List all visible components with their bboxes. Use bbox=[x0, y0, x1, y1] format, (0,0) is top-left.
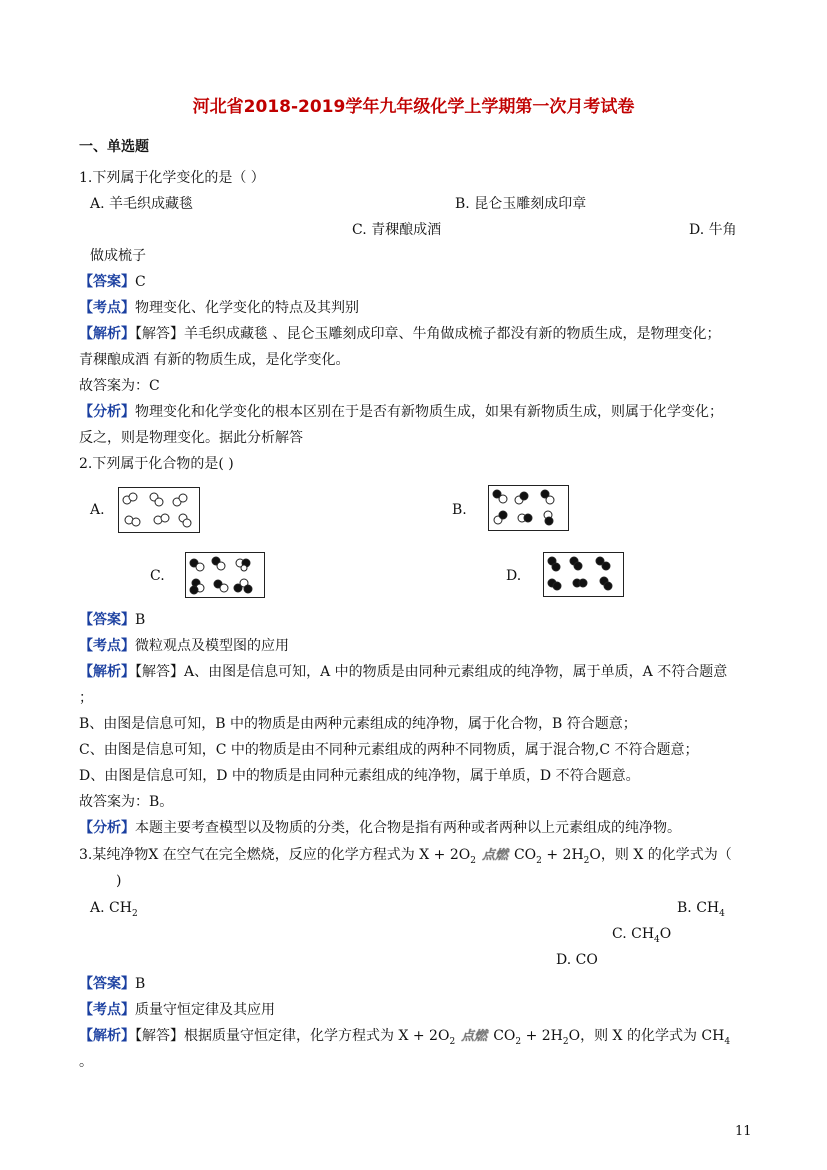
q3-analysis-end: 。 bbox=[79, 1054, 93, 1070]
q2-model-c bbox=[185, 552, 265, 598]
molecule-model-b-icon bbox=[489, 486, 568, 530]
q3-option-c bbox=[612, 924, 671, 950]
q2-option-a-label: A. bbox=[90, 502, 105, 518]
q2-option-d-label: D. bbox=[506, 568, 522, 584]
q1-analysis-line-1 bbox=[79, 324, 720, 344]
q3-option-d: D. CO bbox=[556, 952, 598, 968]
q2-model-b bbox=[488, 485, 569, 531]
analysis-tag: 【解析】 bbox=[79, 664, 135, 680]
q3-answer-line bbox=[79, 974, 145, 994]
q2-analysis-2: B、由图是信息可知，B 中的物质是由两种元素组成的纯净物，属于化合物，B 符合题意； bbox=[79, 716, 637, 732]
q1-option-d-continued: 做成梳子 bbox=[90, 248, 146, 264]
q3-option-a-sub: 2 bbox=[131, 908, 138, 919]
q2-analysis-3: C、由图是信息可知，C 中的物质是由不同种元素组成的两种不同物质，属于混合物,C 不符合题意； bbox=[79, 742, 699, 758]
molecule-model-a-icon bbox=[119, 488, 199, 532]
q3-stem-h: + 2H bbox=[541, 847, 584, 863]
q2-point-line bbox=[79, 636, 289, 656]
page-number: 11 bbox=[735, 1124, 752, 1139]
summary-tag: 【分析】 bbox=[79, 404, 135, 420]
summary-tag: 【分析】 bbox=[79, 820, 135, 836]
point-tag: 【考点】 bbox=[79, 638, 135, 654]
q2-analysis-1: 【解答】A、由图是信息可知，A 中的物质是由同种元素组成的纯净物，属于单质，A 不符合题意 bbox=[135, 664, 728, 680]
answer-tag: 【答案】 bbox=[79, 274, 135, 290]
q1-option-c: C. 青稞酿成酒 bbox=[352, 222, 442, 238]
q2-summary: 本题主要考查模型以及物质的分类，化合物是指有两种或者两种以上元素组成的纯净物。 bbox=[135, 820, 681, 836]
q2-answer: B bbox=[135, 612, 146, 628]
q1-answer: C bbox=[135, 274, 146, 290]
point-tag: 【考点】 bbox=[79, 300, 135, 316]
q2-final: 故答案为：B。 bbox=[79, 794, 174, 810]
q3-answer: B bbox=[135, 976, 146, 992]
molecule-model-c-icon bbox=[186, 553, 264, 597]
q2-point: 微粒观点及模型图的应用 bbox=[135, 638, 289, 654]
q1-summary-line-1 bbox=[79, 402, 723, 422]
q1-option-b: B. 昆仑玉雕刻成印章 bbox=[455, 196, 587, 212]
q1-final: 故答案为：C bbox=[79, 378, 160, 394]
answer-tag: 【答案】 bbox=[79, 976, 135, 992]
q3-stem-post: O，则 X 的化学式为（ bbox=[589, 847, 732, 863]
q3-option-a-text: A. CH bbox=[90, 900, 132, 916]
q3-option-b-sub: 4 bbox=[719, 908, 725, 919]
q3-point-line bbox=[79, 1000, 275, 1020]
q1-point: 物理变化、化学变化的特点及其判别 bbox=[135, 300, 359, 316]
q3-option-c-text: C. CH bbox=[612, 926, 655, 942]
q3-analysis-pre: 【解答】根据质量守恒定律，化学方程式为 X + 2O bbox=[135, 1028, 450, 1044]
q3-analysis-h: + 2H bbox=[521, 1028, 563, 1044]
q3-option-b bbox=[677, 898, 725, 924]
q3-option-b-text: B. CH bbox=[677, 900, 720, 916]
q3-stem-pre: 3.某纯净物X 在空气在完全燃烧，反应的化学方程式为 X + 2O bbox=[79, 847, 471, 863]
q1-option-d: D. 牛角 bbox=[689, 222, 737, 238]
q3-option-a bbox=[90, 898, 138, 924]
document-title: 河北省2018-2019学年九年级化学上学期第一次月考试卷 bbox=[192, 97, 635, 117]
q1-point-line bbox=[79, 298, 359, 318]
q1-stem: 1.下列属于化学变化的是（ ） bbox=[79, 170, 265, 186]
analysis-tag: 【解析】 bbox=[79, 326, 135, 342]
q1-analysis-1: 【解答】羊毛织成藏毯 、昆仑玉雕刻成印章、牛角做成梳子都没有新的物质生成，是物理变化； bbox=[135, 326, 721, 342]
molecule-model-d-icon bbox=[544, 553, 623, 596]
q1-analysis-2: 青稞酿成酒 有新的物质生成，是化学变化。 bbox=[79, 352, 350, 368]
q3-stem-co: CO bbox=[513, 847, 537, 863]
q2-stem: 2.下列属于化合物的是( ) bbox=[79, 456, 234, 472]
ignite-condition-icon: 点燃 bbox=[461, 1029, 488, 1044]
answer-tag: 【答案】 bbox=[79, 612, 135, 628]
q2-summary-line bbox=[79, 818, 681, 838]
point-tag: 【考点】 bbox=[79, 1002, 135, 1018]
q3-analysis-co: CO bbox=[493, 1028, 516, 1044]
q3-analysis-line: 【解析】【解答】根据质量守恒定律，化学方程式为 $X + 2O_2$ 点燃 $CO_2 + 2H_2O$，则 X 的化学式为 $CH_4$ bbox=[79, 1028, 731, 1047]
q2-model-a bbox=[118, 487, 200, 533]
q3-stem-line: 3.某纯净物X 在空气在完全燃烧，反应的化学方程式为 $X + 2O_2$ 点燃 $CO_2 + 2H_2O$，则 X 的化学式为（ bbox=[79, 847, 732, 866]
q3-option-c-tail: O bbox=[659, 926, 672, 942]
q2-analysis-4: D、由图是信息可知，D 中的物质是由同种元素组成的纯净物，属于单质，D 不符合题意。 bbox=[79, 768, 640, 784]
q1-option-a: A. 羊毛织成藏毯 bbox=[90, 196, 194, 212]
q2-analysis-line-1 bbox=[79, 662, 727, 682]
section-heading: 一、单选题 bbox=[79, 139, 149, 155]
q2-option-c-label: C. bbox=[150, 568, 165, 584]
q1-summary-2: 反之，则是物理变化。据此分析解答 bbox=[79, 430, 303, 446]
q1-answer-line bbox=[79, 272, 146, 292]
ignite-condition-icon: 点燃 bbox=[481, 848, 508, 863]
q2-analysis-1-continued: ； bbox=[79, 690, 93, 706]
q3-point: 质量守恒定律及其应用 bbox=[135, 1002, 275, 1018]
q1-summary-1: 物理变化和化学变化的根本区别在于是否有新物质生成，如果有新物质生成，则属于化学变化； bbox=[135, 404, 723, 420]
q2-model-d bbox=[543, 552, 624, 597]
q2-answer-line bbox=[79, 610, 145, 630]
q3-analysis-post: O，则 X 的化学式为 CH bbox=[568, 1028, 725, 1044]
analysis-tag: 【解析】 bbox=[79, 1028, 135, 1044]
q3-stem-continued: ) bbox=[116, 873, 122, 889]
q2-option-b-label: B. bbox=[452, 502, 467, 518]
q3-option-c-sub: 4 bbox=[654, 934, 660, 945]
